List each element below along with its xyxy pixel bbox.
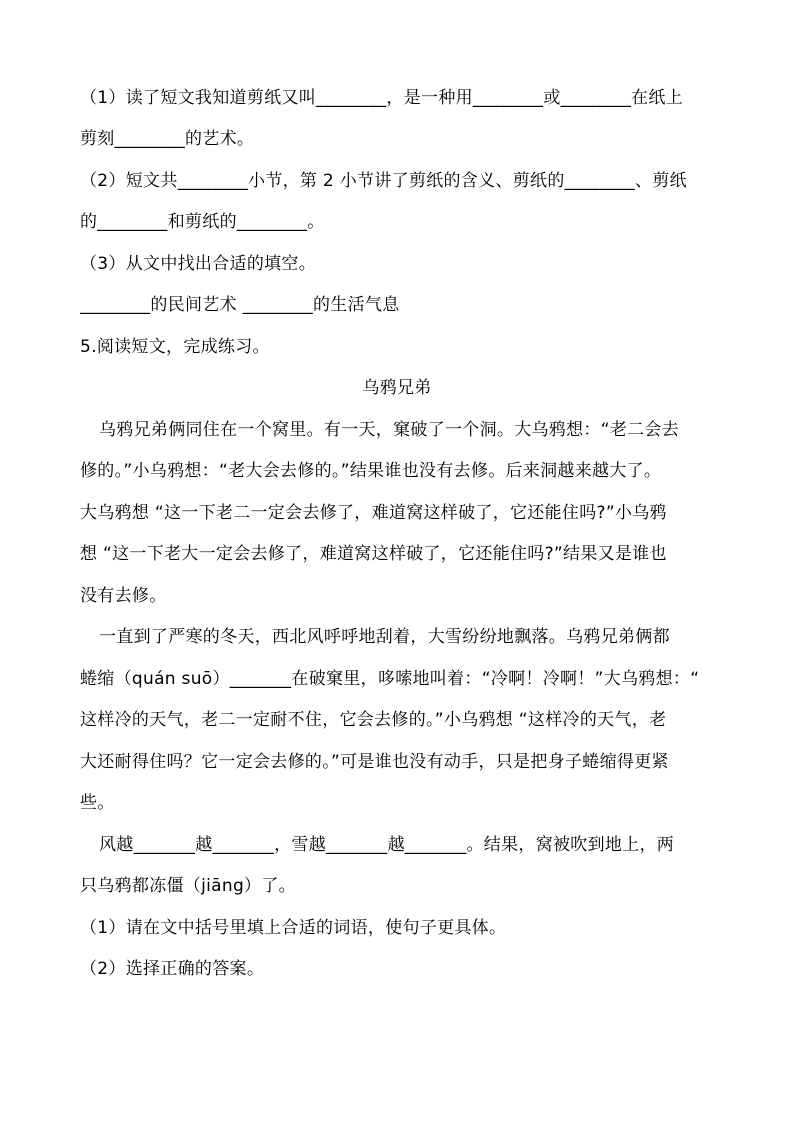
exercise-question-2: （2）选择正确的答案。 [80,959,265,979]
section-5-heading: 5.阅读短文，完成练习。 [80,337,270,357]
passage-title: 乌鸦兄弟 [362,378,432,398]
paragraph-3-line: 风越_______越_______，雪越_______越_______。结果，窝被吹到地上，两 [99,835,675,855]
question-2-line-2: 的________和剪纸的________。 [80,212,325,232]
paragraph-2-line: 一直到了严寒的冬天，西北风呼呼地刮着，大雪纷纷地飘落。乌鸦兄弟俩都 [99,627,670,647]
exercise-question-1: （1）请在文中括号里填上合适的词语，使句子更具体。 [80,918,507,938]
paragraph-1-line: 想 “这一下老大一定会去修了，难道窝这样破了，它还能住吗?”结果又是谁也 [80,544,667,564]
paragraph-1-line: 修的。”小乌鸦想：“老大会去修的。”结果谁也没有去修。后来洞越来越大了。 [80,461,662,481]
question-1-line-1: （1）读了短文我知道剪纸又叫________，是一种用________或________在纸上 [80,88,683,108]
paragraph-2-line: 大还耐得住吗？它一定会去修的。”可是谁也没有动手，只是把身子蜷缩得更紧 [80,752,669,772]
paragraph-2-line: 蜷缩（quán suō）_______在破窠里，哆嗦地叫着：“冷啊！冷啊！”大乌鸦想：“ [80,669,700,689]
paragraph-1-line: 乌鸦兄弟俩同住在一个窝里。有一天，窠破了一个洞。大乌鸦想：“老二会去 [99,420,680,440]
paragraph-1-line: 大乌鸦想 “这一下老二一定会去修了，难道窝这样破了，它还能住吗?”小乌鸦 [80,503,667,523]
question-3-line-1: （3）从文中找出合适的填空。 [80,254,317,274]
question-1-line-2: 剪刻________的艺术。 [80,129,255,149]
question-2-line-1: （2）短文共________小节，第 2 小节讲了剪纸的含义、剪纸的________、剪纸 [80,171,687,191]
paragraph-2-line: 些。 [80,793,115,813]
question-3-line-2: ________的民间艺术 ________的生活气息 [80,295,400,315]
paragraph-3-line: 只乌鸦都冻僵（jiāng）了。 [80,876,296,896]
paragraph-2-line: 这样冷的天气，老二一定耐不住，它会去修的。”小乌鸦想 “这样冷的天气，老 [80,710,667,730]
paragraph-1-line: 没有去修。 [80,586,167,606]
